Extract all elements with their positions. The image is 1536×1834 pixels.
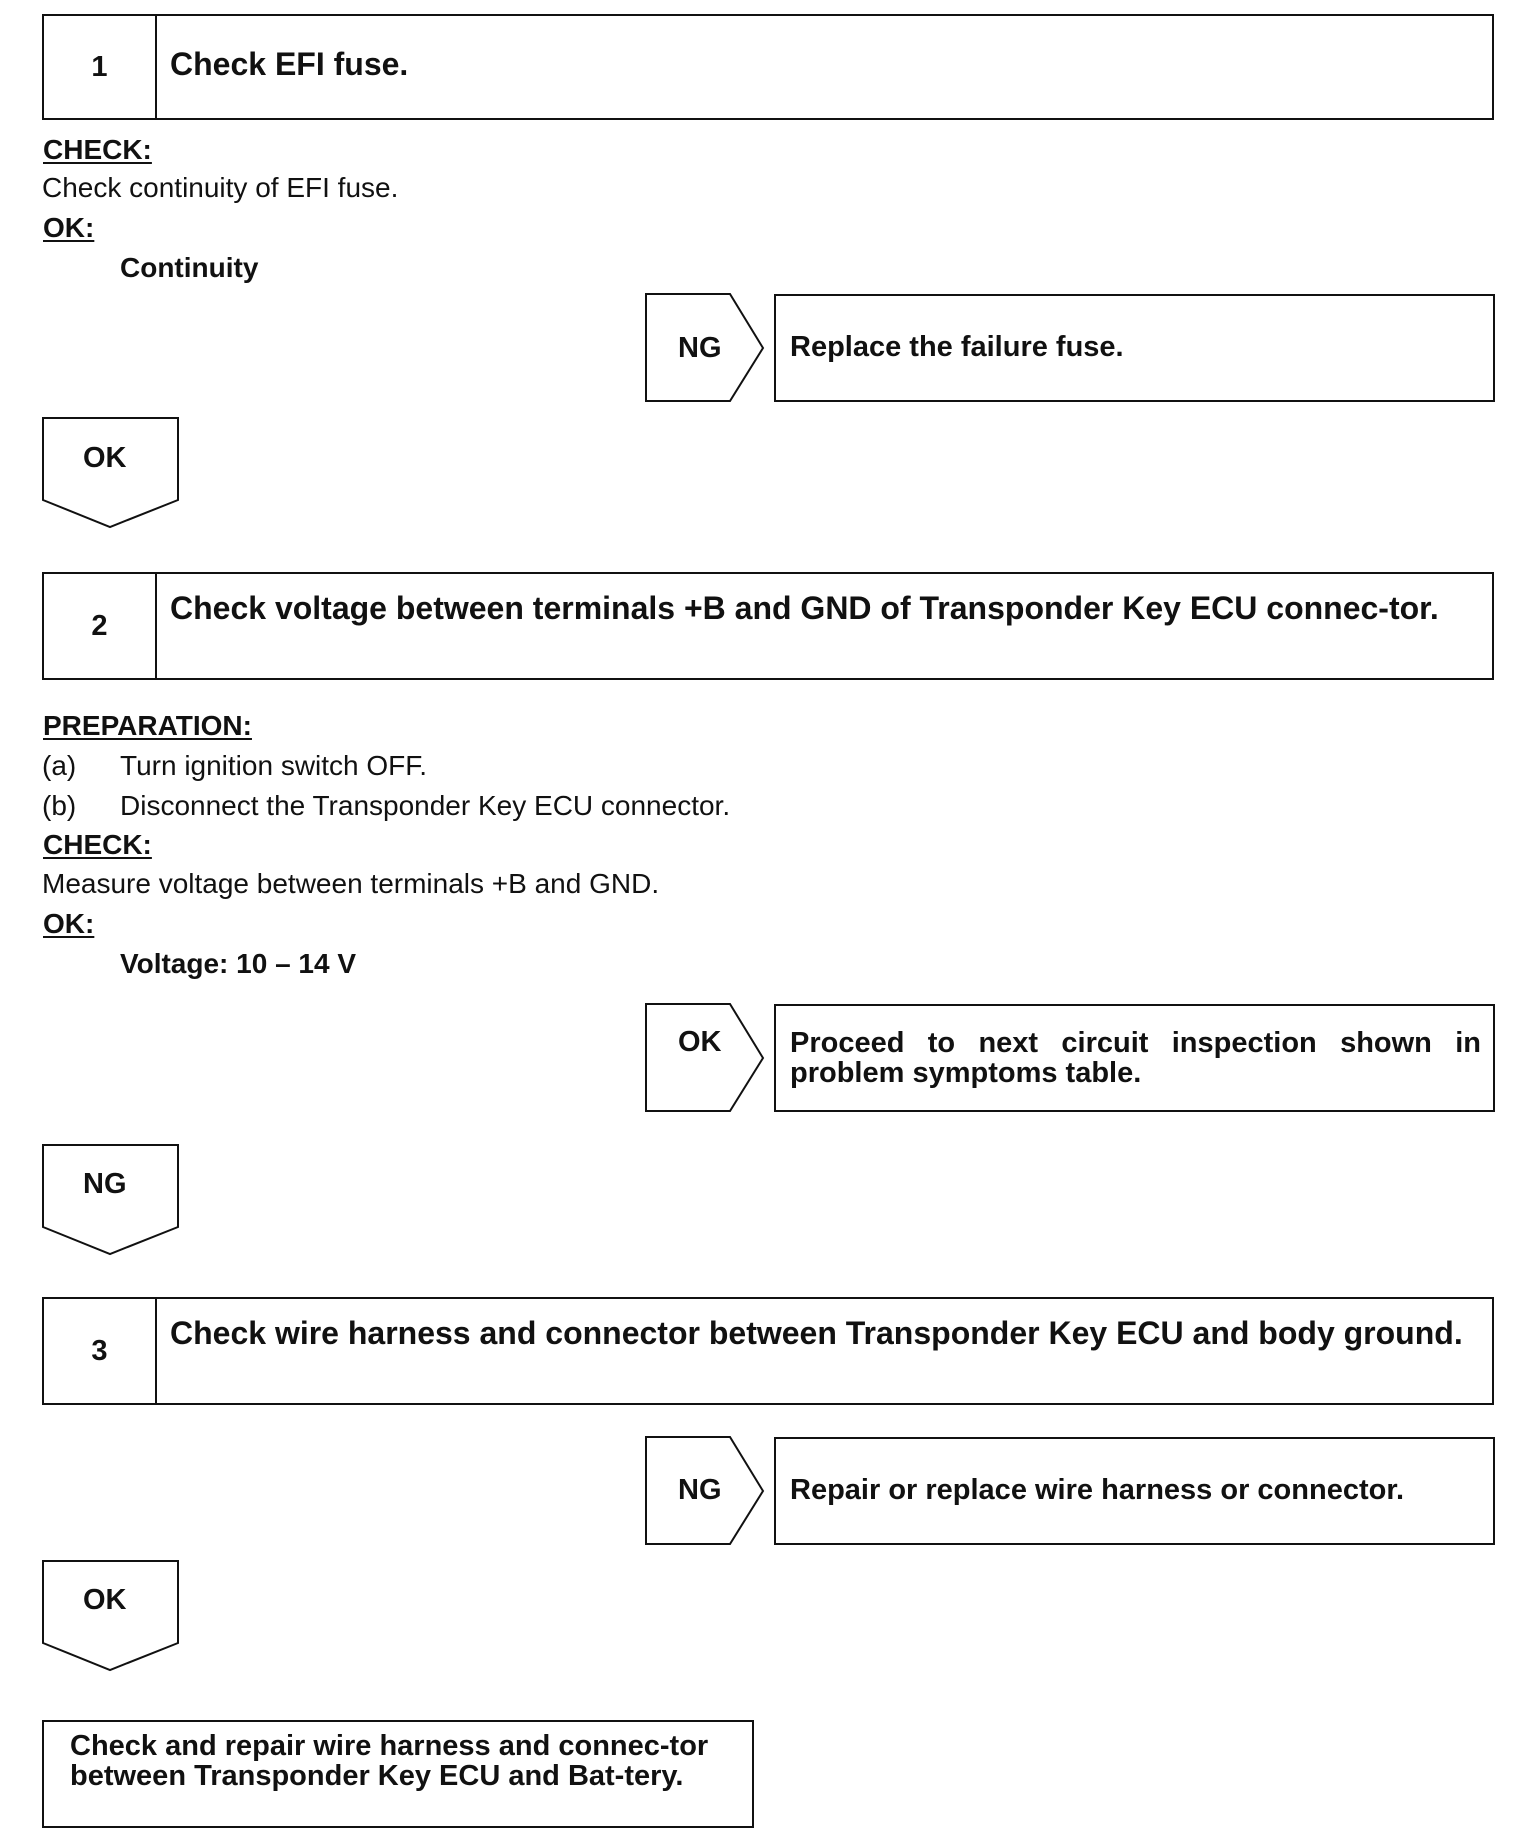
step-2-ok-result-text: Proceed to next circuit inspection shown in problem symptoms table. [790, 1027, 1481, 1090]
step-1-ok-heading: OK: [43, 212, 95, 243]
step-1-box [42, 14, 1494, 120]
step-2-ok-value: Voltage: 10 – 14 V [120, 948, 357, 979]
step-1-ok-down-label: OK [83, 442, 127, 474]
list-marker: (a) [42, 750, 77, 781]
step-2-check-heading: CHECK: [43, 829, 152, 860]
step-1-ok-value: Continuity [120, 252, 259, 283]
step-2-ok-label: OK [678, 1026, 722, 1058]
step-2-ng-down-label: NG [83, 1168, 127, 1200]
step-3-box [42, 1297, 1494, 1405]
step-3-ng-result-text: Repair or replace wire harness or connector. [790, 1474, 1405, 1506]
step-3-number: 3 [44, 1299, 157, 1403]
step-2-ok-heading: OK: [43, 908, 95, 939]
step-1-title: Check EFI fuse. [170, 46, 409, 82]
step-1-ng-result-box [774, 294, 1495, 402]
final-action-text: Check and repair wire harness and connec-tor between Transponder Key ECU and Bat-tery. [70, 1730, 709, 1792]
step-1-check-heading: CHECK: [43, 134, 152, 165]
step-2-ok-result-box [774, 1004, 1495, 1112]
step-3-title: Check wire harness and connector between Transponder Key ECU and body ground. [170, 1315, 1463, 1351]
list-item-text: Turn ignition switch OFF. [120, 750, 428, 781]
step-3-ng-label: NG [678, 1474, 722, 1506]
list-item-text: Disconnect the Transponder Key ECU connector. [120, 790, 731, 821]
step-2-check-text: Measure voltage between terminals +B and GND. [42, 868, 660, 899]
step-3-ng-result-box [774, 1437, 1495, 1545]
step-1-check-text: Check continuity of EFI fuse. [42, 172, 399, 203]
step-2-prep-item [42, 750, 942, 786]
step-2-box [42, 572, 1494, 680]
step-1-ng-label: NG [678, 332, 722, 364]
final-action-box [42, 1720, 754, 1828]
step-3-ok-down-label: OK [83, 1584, 127, 1616]
step-1-number: 1 [44, 16, 157, 118]
step-2-title: Check voltage between terminals +B and GND of Transponder Key ECU connec-tor. [170, 590, 1439, 626]
step-2-number: 2 [44, 574, 157, 678]
step-2-prep-heading: PREPARATION: [43, 710, 252, 741]
list-marker: (b) [42, 790, 77, 821]
step-1-ng-result-text: Replace the failure fuse. [790, 331, 1124, 363]
step-2-prep-item [42, 790, 942, 826]
